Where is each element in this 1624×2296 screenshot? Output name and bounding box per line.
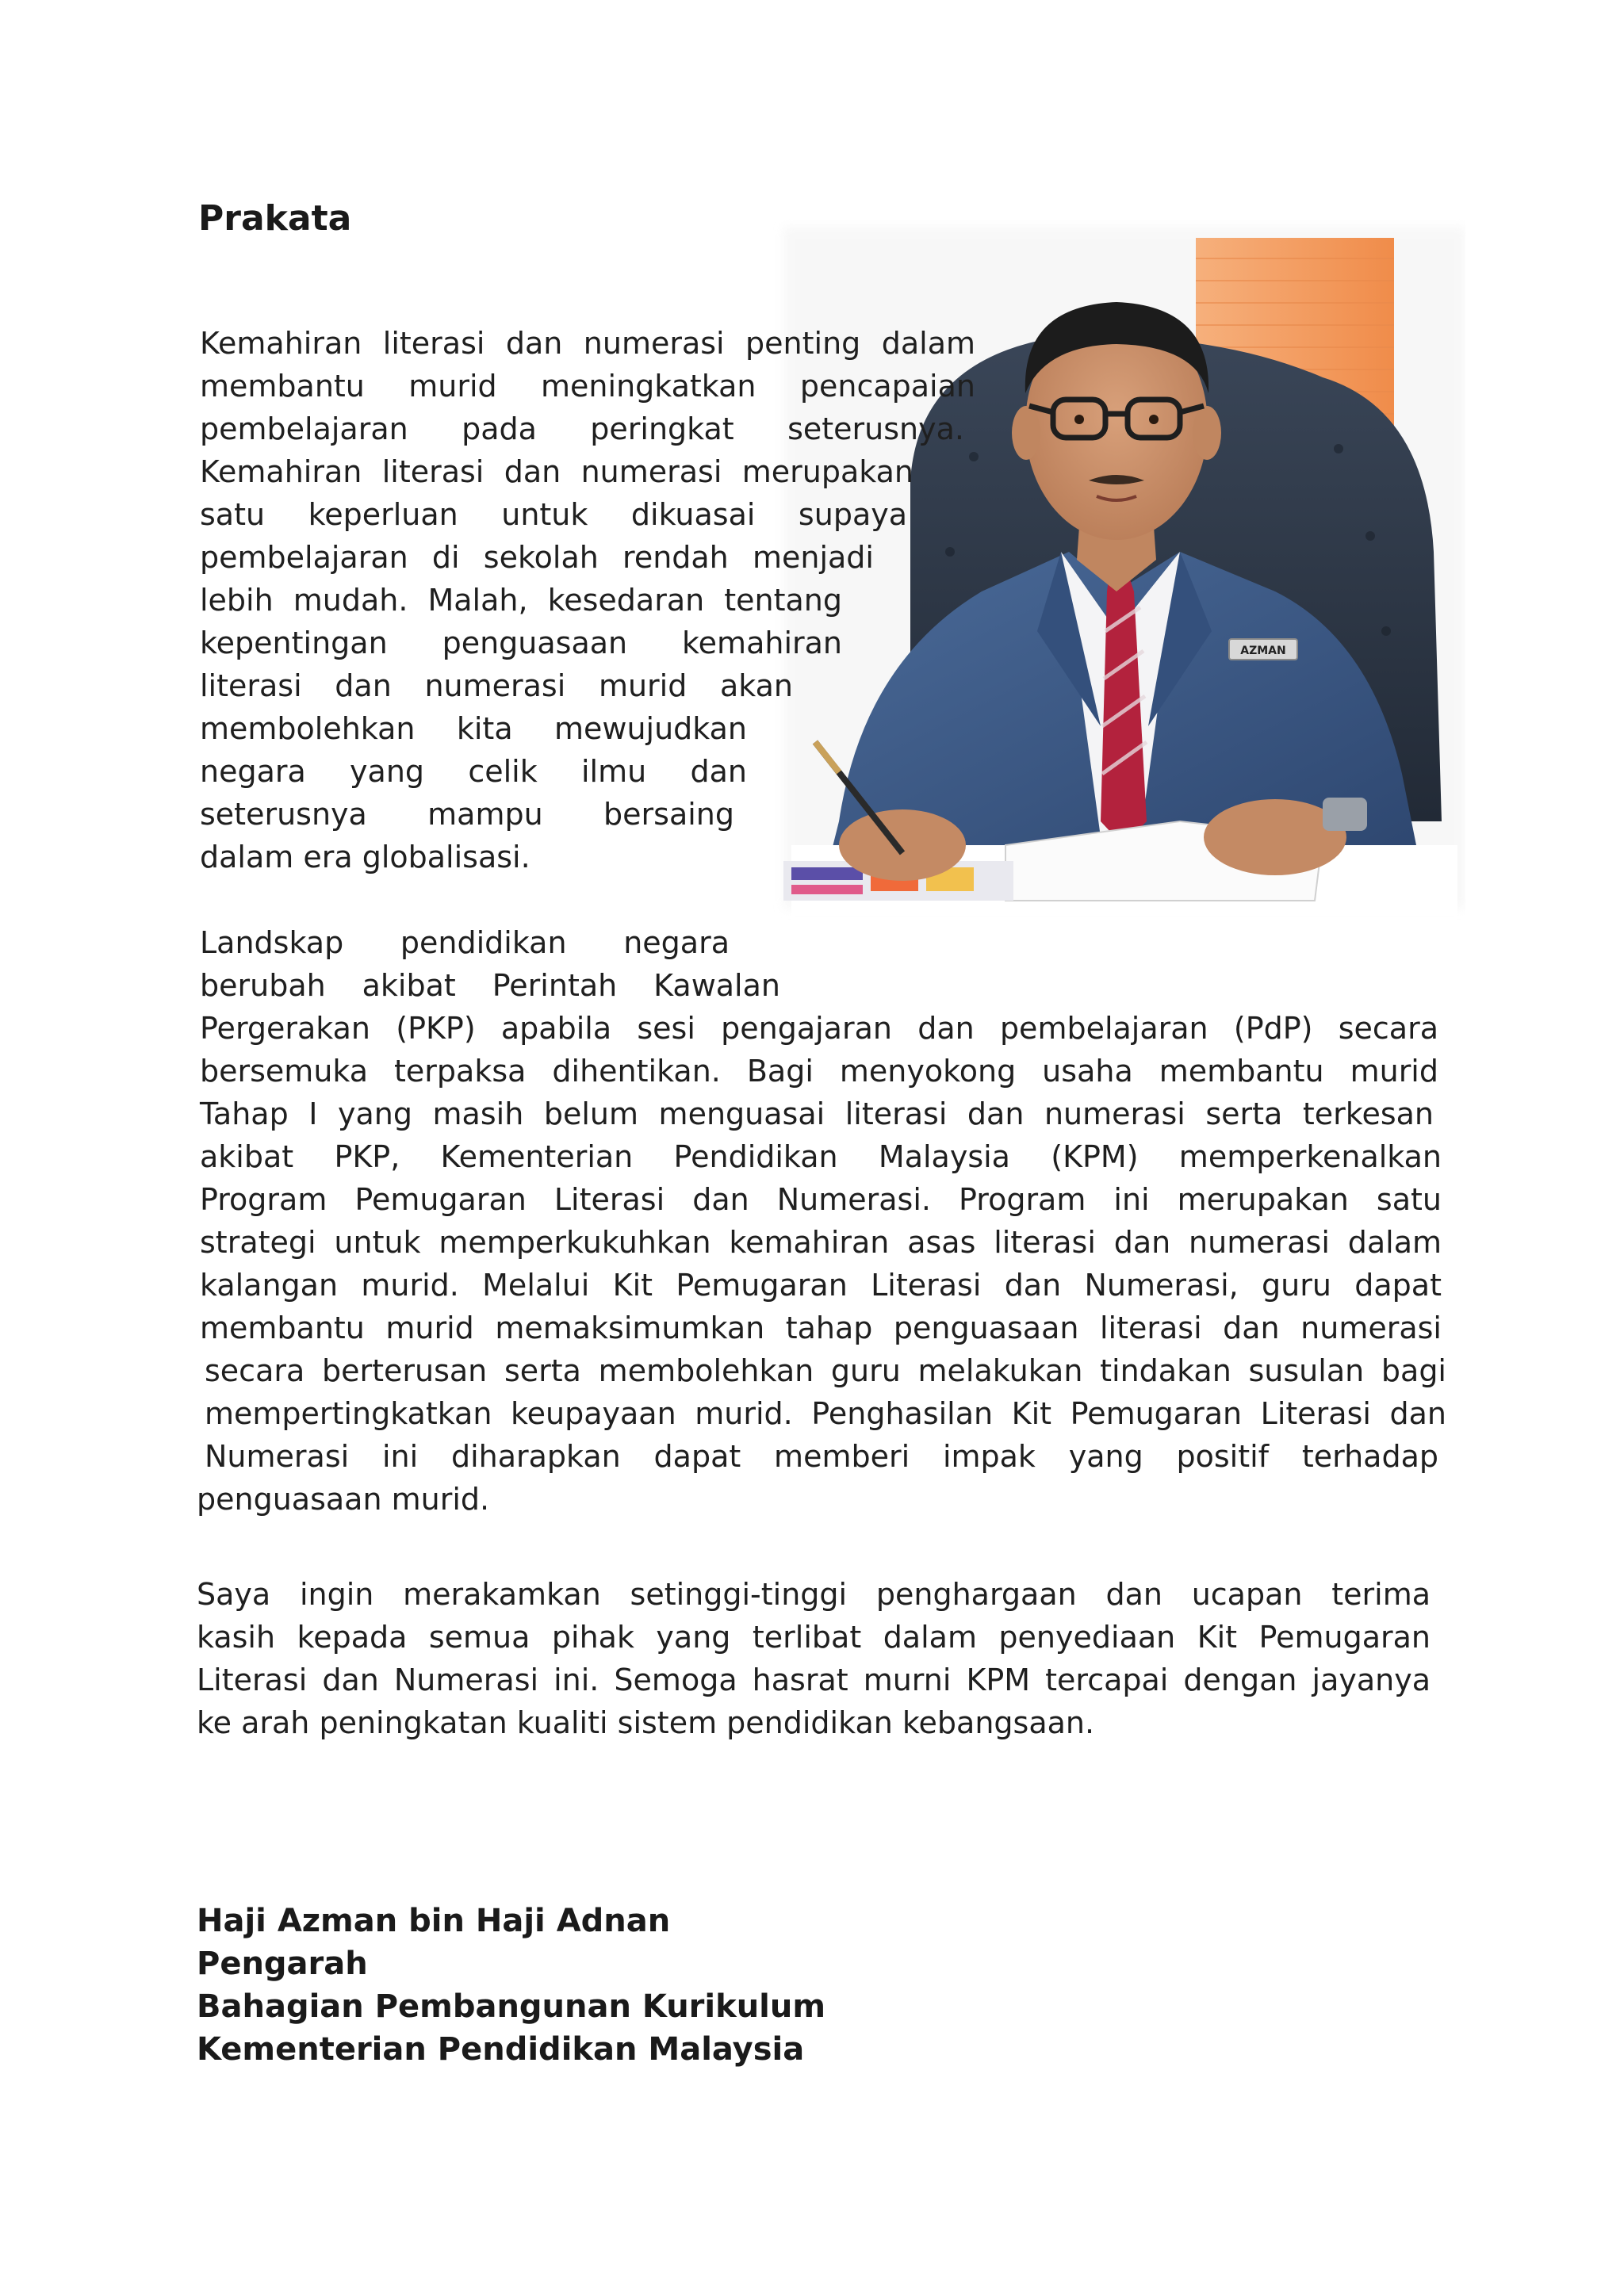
text-line: Literasi dan Numerasi ini. Semoga hasrat murni KPM tercapai dengan jayanya: [197, 1663, 1431, 1697]
text-line: kepentingan penguasaan kemahiran: [200, 626, 842, 660]
text-line: literasi dan numerasi murid akan: [200, 668, 793, 703]
text-line: secara berterusan serta membolehkan guru melakukan tindakan susulan bagi: [205, 1353, 1446, 1388]
text-line: Saya ingin merakamkan setinggi-tinggi penghargaan dan ucapan terima: [197, 1577, 1431, 1612]
text-line: pembelajaran pada peringkat seterusnya.: [200, 411, 964, 446]
text-line: kasih kepada semua pihak yang terlibat dalam penyediaan Kit Pemugaran: [197, 1620, 1431, 1655]
text-line: seterusnya mampu bersaing: [200, 797, 734, 832]
text-line: membantu murid memaksimumkan tahap penguasaan literasi dan numerasi: [200, 1311, 1442, 1345]
text-line: Pergerakan (PKP) apabila sesi pengajaran dan pembelajaran (PdP) secara: [200, 1011, 1438, 1046]
signatory-position: Pengarah: [197, 1946, 368, 1982]
text-line: berubah akibat Perintah Kawalan: [200, 968, 780, 1003]
text-line: Numerasi ini diharapkan dapat memberi impak yang positif terhadap: [205, 1439, 1438, 1474]
text-line: Landskap pendidikan negara: [200, 925, 730, 960]
text-line: membantu murid meningkatkan pencapaian: [200, 369, 975, 404]
text-line: membolehkan kita mewujudkan: [200, 711, 747, 746]
text-line: lebih mudah. Malah, kesedaran tentang: [200, 583, 842, 618]
name-tag-text: AZMAN: [1240, 645, 1286, 657]
text-line: kalangan murid. Melalui Kit Pemugaran Literasi dan Numerasi, guru dapat: [200, 1268, 1442, 1303]
text-line: Kemahiran literasi dan numerasi penting dalam: [200, 326, 975, 361]
text-line: strategi untuk memperkukuhkan kemahiran asas literasi dan numerasi dalam: [200, 1225, 1442, 1260]
text-line: ke arah peningkatan kualiti sistem pendidikan kebangsaan.: [197, 1705, 1095, 1740]
signatory-name: Haji Azman bin Haji Adnan: [197, 1903, 671, 1939]
text-line: dalam era globalisasi.: [200, 840, 530, 874]
text-line: negara yang celik ilmu dan: [200, 754, 747, 789]
text-line: akibat PKP, Kementerian Pendidikan Malaysia (KPM) memperkenalkan: [200, 1139, 1442, 1174]
text-line: mempertingkatkan keupayaan murid. Penghasilan Kit Pemugaran Literasi dan: [205, 1396, 1446, 1431]
text-line: penguasaan murid.: [197, 1482, 490, 1517]
text-line: pembelajaran di sekolah rendah menjadi: [200, 540, 874, 575]
text-line: Program Pemugaran Literasi dan Numerasi. Program ini merupakan satu: [200, 1182, 1442, 1217]
signatory-division: Bahagian Pembangunan Kurikulum: [197, 1988, 826, 2025]
text-line: Kemahiran literasi dan numerasi merupakan: [200, 454, 914, 489]
page-title: Prakata: [198, 198, 352, 239]
signatory-ministry: Kementerian Pendidikan Malaysia: [197, 2031, 805, 2068]
text-line: bersemuka terpaksa dihentikan. Bagi menyokong usaha membantu murid: [200, 1054, 1438, 1089]
wristwatch: [1323, 798, 1367, 831]
text-line: Tahap I yang masih belum menguasai literasi dan numerasi serta terkesan: [200, 1096, 1434, 1131]
text-line: satu keperluan untuk dikuasai supaya: [200, 497, 907, 532]
name-tag: [1229, 639, 1297, 660]
